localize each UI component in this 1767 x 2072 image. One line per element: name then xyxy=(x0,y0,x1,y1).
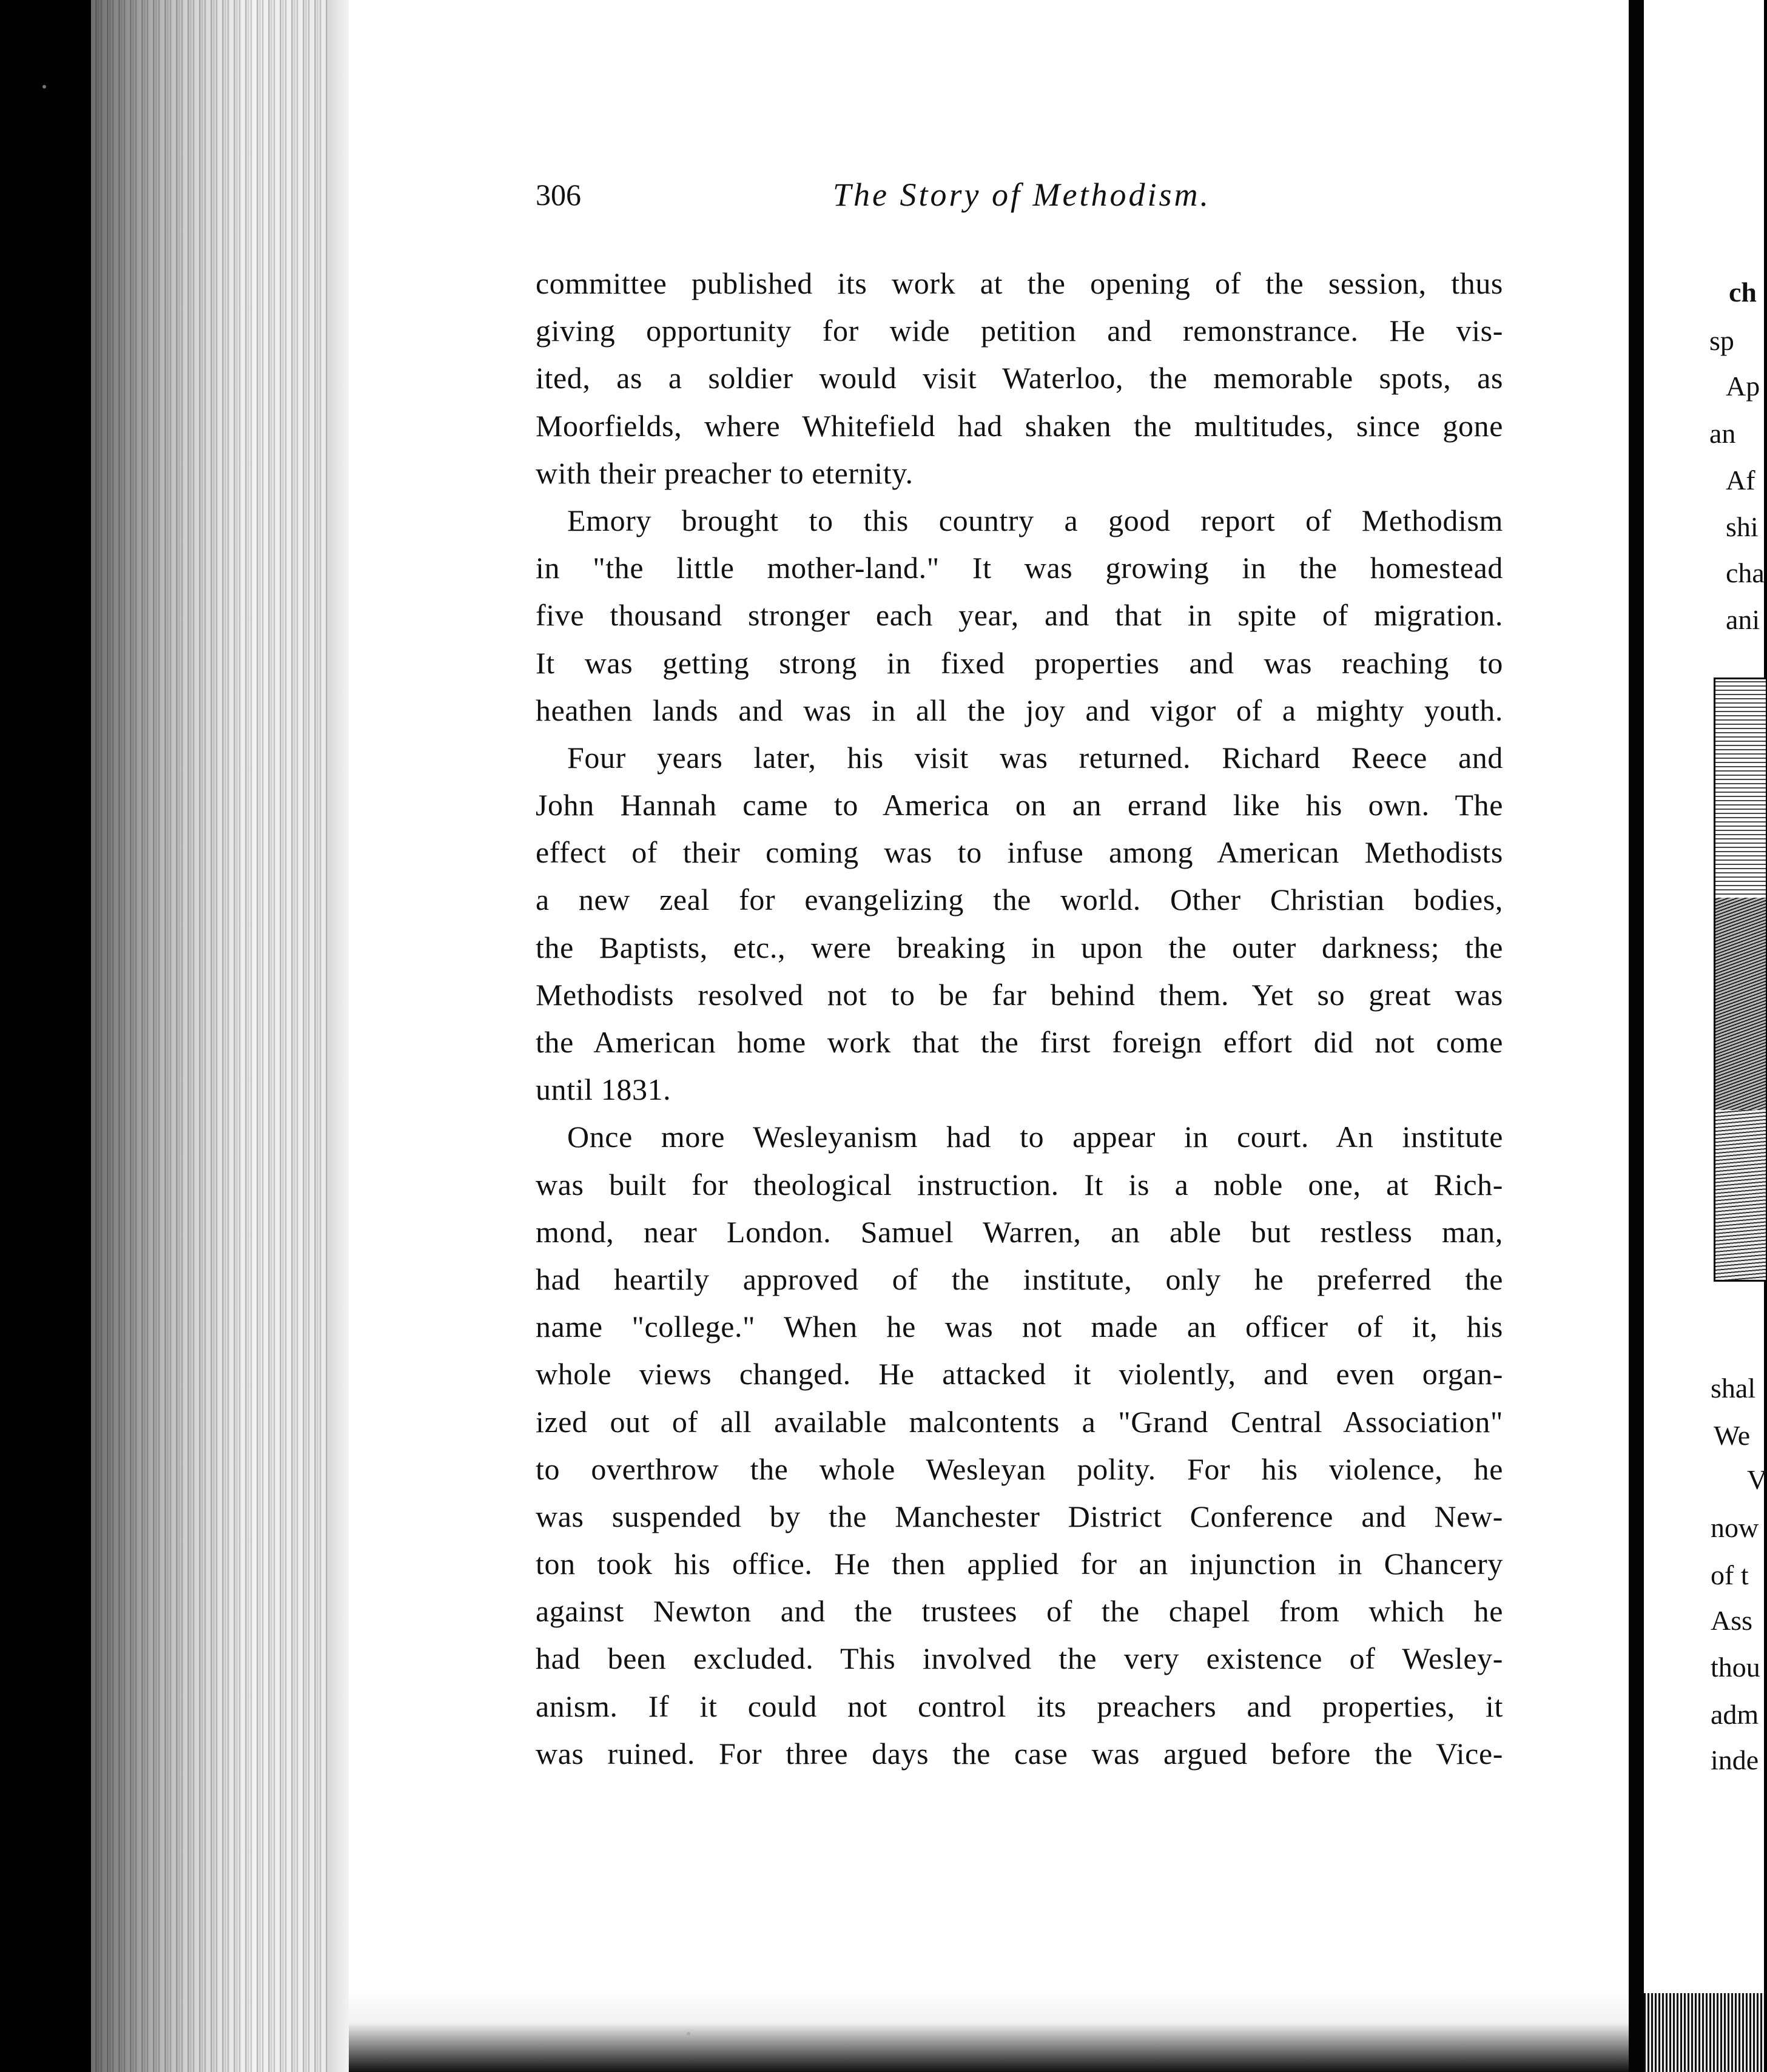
page-bottom-shadow xyxy=(349,1990,1629,2072)
text-line: whole views changed. He attacked it violently, and even organ- xyxy=(536,1357,1503,1391)
text-line: Four years later, his visit was returned. Richard Reece and xyxy=(567,740,1503,775)
text-line: giving opportunity for wide petition and remonstrance. He vis- xyxy=(536,314,1503,348)
text-line: the Baptists, etc., were breaking in upon the outer darkness; the xyxy=(536,930,1503,964)
text-line: had heartily approved of the institute, only he preferred the xyxy=(536,1262,1503,1296)
running-head xyxy=(536,171,1506,220)
text-line: committee published its work at the opening of the session, thus xyxy=(536,266,1503,300)
text-line: anism. If it could not control its preachers and properties, it xyxy=(536,1689,1503,1723)
text-line: was suspended by the Manchester District Conference and New- xyxy=(536,1499,1503,1533)
facing-fragment: an xyxy=(1709,418,1736,449)
scan-speck xyxy=(687,2032,690,2036)
body-text xyxy=(536,260,1503,1777)
text-line: had been excluded. This involved the very existence of Wesley- xyxy=(536,1641,1503,1676)
text-line: mond, near London. Samuel Warren, an able but restless man, xyxy=(536,1214,1503,1249)
text-line: a new zeal for evangelizing the world. Other Christian bodies, xyxy=(536,883,1503,917)
facing-fragment: adm xyxy=(1711,1699,1759,1730)
text-line: John Hannah came to America on an errand like his own. The xyxy=(536,788,1503,822)
text-line: until 1831. xyxy=(536,1072,671,1107)
facing-fragment: Ass xyxy=(1711,1605,1753,1636)
text-line: It was getting strong in fixed properties and was reaching to xyxy=(536,645,1503,680)
text-line: in "the little mother-land." It was growing in the homestead xyxy=(536,551,1503,585)
text-line: five thousand stronger each year, and that in spite of migration. xyxy=(536,598,1503,633)
running-title: The Story of Methodism. xyxy=(833,177,1211,213)
facing-fragment: We xyxy=(1714,1420,1751,1451)
spine-gap xyxy=(1629,0,1644,2072)
engraving-illustration xyxy=(1714,678,1766,1282)
text-line: Moorfields, where Whitefield had shaken the multitudes, since gone xyxy=(536,408,1503,443)
text-line: heathen lands and was in all the joy and vigor of a mighty youth. xyxy=(536,693,1503,727)
facing-fragment: cha xyxy=(1726,557,1765,588)
text-line: effect of their coming was to infuse among American Methodists xyxy=(536,835,1503,870)
text-line: ton took his office. He then applied for an injunction in Chancery xyxy=(536,1547,1503,1581)
page-number: 306 xyxy=(536,178,581,212)
text-line: was ruined. For three days the case was argued before the Vice- xyxy=(536,1736,1503,1771)
book-page-edges xyxy=(91,0,358,2072)
text-line: Once more Wesleyanism had to appear in court. An institute xyxy=(567,1120,1503,1154)
text-line: Emory brought to this country a good report of Methodism xyxy=(567,503,1503,537)
facing-fragment: inde xyxy=(1711,1744,1759,1775)
facing-fragment: V xyxy=(1747,1464,1767,1495)
text-line: name "college." When he was not made an officer of it, his xyxy=(536,1310,1503,1344)
facing-fragment: now xyxy=(1711,1512,1759,1543)
facing-fragment: ani xyxy=(1726,604,1760,635)
text-line: to overthrow the whole Wesleyan polity. For his violence, he xyxy=(536,1451,1503,1486)
facing-fragment: ch xyxy=(1729,277,1757,308)
facing-fragment: Af xyxy=(1726,465,1755,496)
facing-fragment: of t xyxy=(1711,1559,1749,1590)
facing-fragment: thou xyxy=(1711,1652,1760,1683)
text-line: with their preacher to eternity. xyxy=(536,456,914,490)
text-line: the American home work that the first foreign effort did not come xyxy=(536,1025,1503,1059)
scan-speck xyxy=(42,85,46,89)
text-line: ited, as a soldier would visit Waterloo, the memorable spots, as xyxy=(536,361,1503,395)
text-line: against Newton and the trustees of the chapel from which he xyxy=(536,1594,1503,1629)
text-line: ized out of all available malcontents a "Grand Central Association" xyxy=(536,1404,1503,1439)
facing-fragment: shi xyxy=(1726,511,1759,542)
text-line: was built for theological instruction. It is a noble one, at Rich- xyxy=(536,1167,1503,1202)
text-line: Methodists resolved not to be far behind them. Yet so great was xyxy=(536,977,1503,1012)
facing-fragment: sp xyxy=(1709,325,1734,356)
facing-fragment: Ap xyxy=(1726,371,1760,402)
facing-fragment: shal xyxy=(1711,1373,1756,1404)
